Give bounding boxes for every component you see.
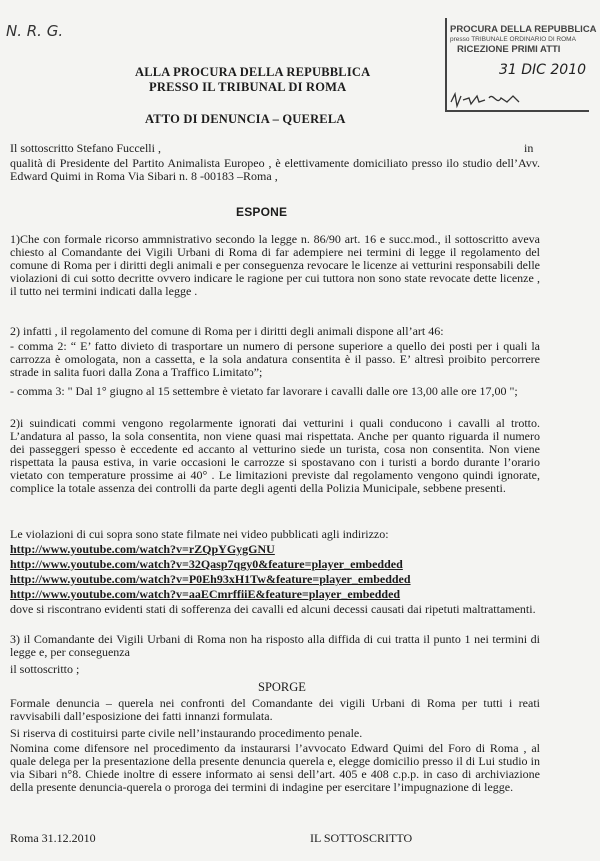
recipient-line-2: PRESSO IL TRIBUNAL DI ROMA bbox=[149, 80, 347, 94]
sporge-text: Formale denuncia – querela nei confronti del Comandante dei vigili Urbani di Roma per tutti i reati ravvisabili dall’esposizione dei fatti innanzi formulata. bbox=[10, 696, 540, 723]
reception-stamp bbox=[445, 18, 597, 112]
section-sporge: SPORGE bbox=[258, 680, 306, 694]
videos-after: dove si riscontrano evidenti stati di sofferenza dei cavalli ed alcuni decessi causati dai ripetuti maltrattamenti. bbox=[10, 602, 536, 616]
comma-3: - comma 3: " Dal 1° giugno al 15 settembre è vietato far lavorare i cavalli dalle ore 13,00 alle ore 17,00 "; bbox=[10, 384, 518, 398]
signature-label: IL SOTTOSCRITTO bbox=[310, 831, 413, 845]
video-link[interactable]: http://www.youtube.com/watch?v=32Qasp7qgy0&feature=player_embedded bbox=[10, 557, 403, 571]
paragraph-3: 3) il Comandante dei Vigili Urbani di Roma non ha risposto alla diffida di cui tratta il punto 1 nei termini di legge e, per conseguenza bbox=[10, 632, 540, 659]
handwritten-initials: N. R. G. bbox=[6, 22, 64, 40]
paragraph-1: 1)Che con formale ricorso ammnistrativo secondo la legge n. 86/90 art. 16 e succ.mod., il sottoscritto aveva chiesto al Comandante dei Vigili Urbani di Roma di far adempiere nei termini di legge il regolamento del comune di Roma per i diritti degli animali e per conseguenza revocare le licenze ai vetturini responsabili delle violazioni di cui sotto decritte ovvero indicare le ragione per cui tuttora non sono state revocate dette licenze , il tutto nei termini indicati dalla legge . bbox=[10, 232, 540, 298]
sottoscritto-line: il sottoscritto ; bbox=[10, 662, 80, 676]
intro-text: qualità di Presidente del Partito Animalista Europeo , è elettivamente domiciliato presso ilo studio dell’Avv. Edward Quimi in Roma Via Sibari n. 8 -00183 –Roma , bbox=[10, 156, 540, 183]
paragraph-2-intro: 2) infatti , il regolamento del comune di Roma per i diritti degli animali dispone all’art 46: bbox=[10, 324, 444, 338]
document-title: ATTO DI DENUNCIA – QUERELA bbox=[145, 112, 346, 126]
intro-line-1-end: in bbox=[524, 141, 534, 155]
videos-intro: Le violazioni di cui sopra sono state filmate nei video pubblicati agli indirizzo: bbox=[10, 527, 389, 541]
section-espone: ESPONE bbox=[236, 205, 288, 219]
stamp-line-2: presso TRIBUNALE ORDINARIO DI ROMA bbox=[450, 36, 576, 43]
handwritten-signature bbox=[449, 90, 549, 110]
place-date: Roma 31.12.2010 bbox=[10, 831, 96, 845]
video-link[interactable]: http://www.youtube.com/watch?v=aaECmrffiiE&feature=player_embedded bbox=[10, 587, 401, 601]
paragraph-2b: 2)i suindicati commi vengono regolarmente ignorati dai vetturini i quali conducono i cavalli al trotto. L’andatura al passo, la sola consentita, non viene quasi mai rispettata. Anche per quanto riguarda il numero dei passeggeri spesso è eccedente ed accanto al vetturino siede un turista, cosa non consentita. Non viene rispettata la pausa estiva, in varie occasioni le carrozze si spostavano con i turisti a bordo durante l’orario vietato con temperature prossime ai 40° . Le limitazioni previste dal regolamento vengono quindi ignorate, complice la totale assenza dei controlli da parte degli agenti della Polizia Municipale, sebbene presenti. bbox=[10, 416, 540, 495]
video-link[interactable]: http://www.youtube.com/watch?v=rZQpYGygGNU bbox=[10, 542, 275, 556]
stamp-line-3: RICEZIONE PRIMI ATTI bbox=[457, 44, 561, 55]
recipient-line-1: ALLA PROCURA DELLA REPUBBLICA bbox=[135, 65, 371, 79]
comma-2: - comma 2: “ E’ fatto divieto di trasportare un numero di persone superiore a quello dei posti per i quali la carrozza è omologata, non a cassetta, e la sola andatura consentita è il passo. E’ altresì proibito percorrere strade in salita fuori dalla Zona a Traffico Limitato”; bbox=[10, 339, 540, 379]
riserva-text: Si riserva di costituirsi parte civile nell’instaurando procedimento penale. bbox=[10, 726, 363, 740]
intro-line-1: Il sottoscritto Stefano Fuccelli , bbox=[10, 141, 161, 155]
stamp-line-1: PROCURA DELLA REPUBBLICA bbox=[450, 24, 597, 35]
handwritten-date: 31 DIC 2010 bbox=[499, 62, 587, 78]
video-link[interactable]: http://www.youtube.com/watch?v=P0Eh93xH1Tw&feature=player_embedded bbox=[10, 572, 411, 586]
nomina-text: Nomina come difensore nel procedimento da instaurarsi l’avvocato Edward Quimi del Foro di Roma , al quale delega per la presentazione della presente denuncia querela e, elegge domicilio presso il di Lui studio in via Sibari n°8. Chiede inoltre di essere informato ai sensi dell’art. 405 e 408 c.p.p. in caso di archiviazione della presente denuncia-querela o proroga dei termini di indagine per esercitare l’impugnazione di legge. bbox=[10, 741, 540, 794]
